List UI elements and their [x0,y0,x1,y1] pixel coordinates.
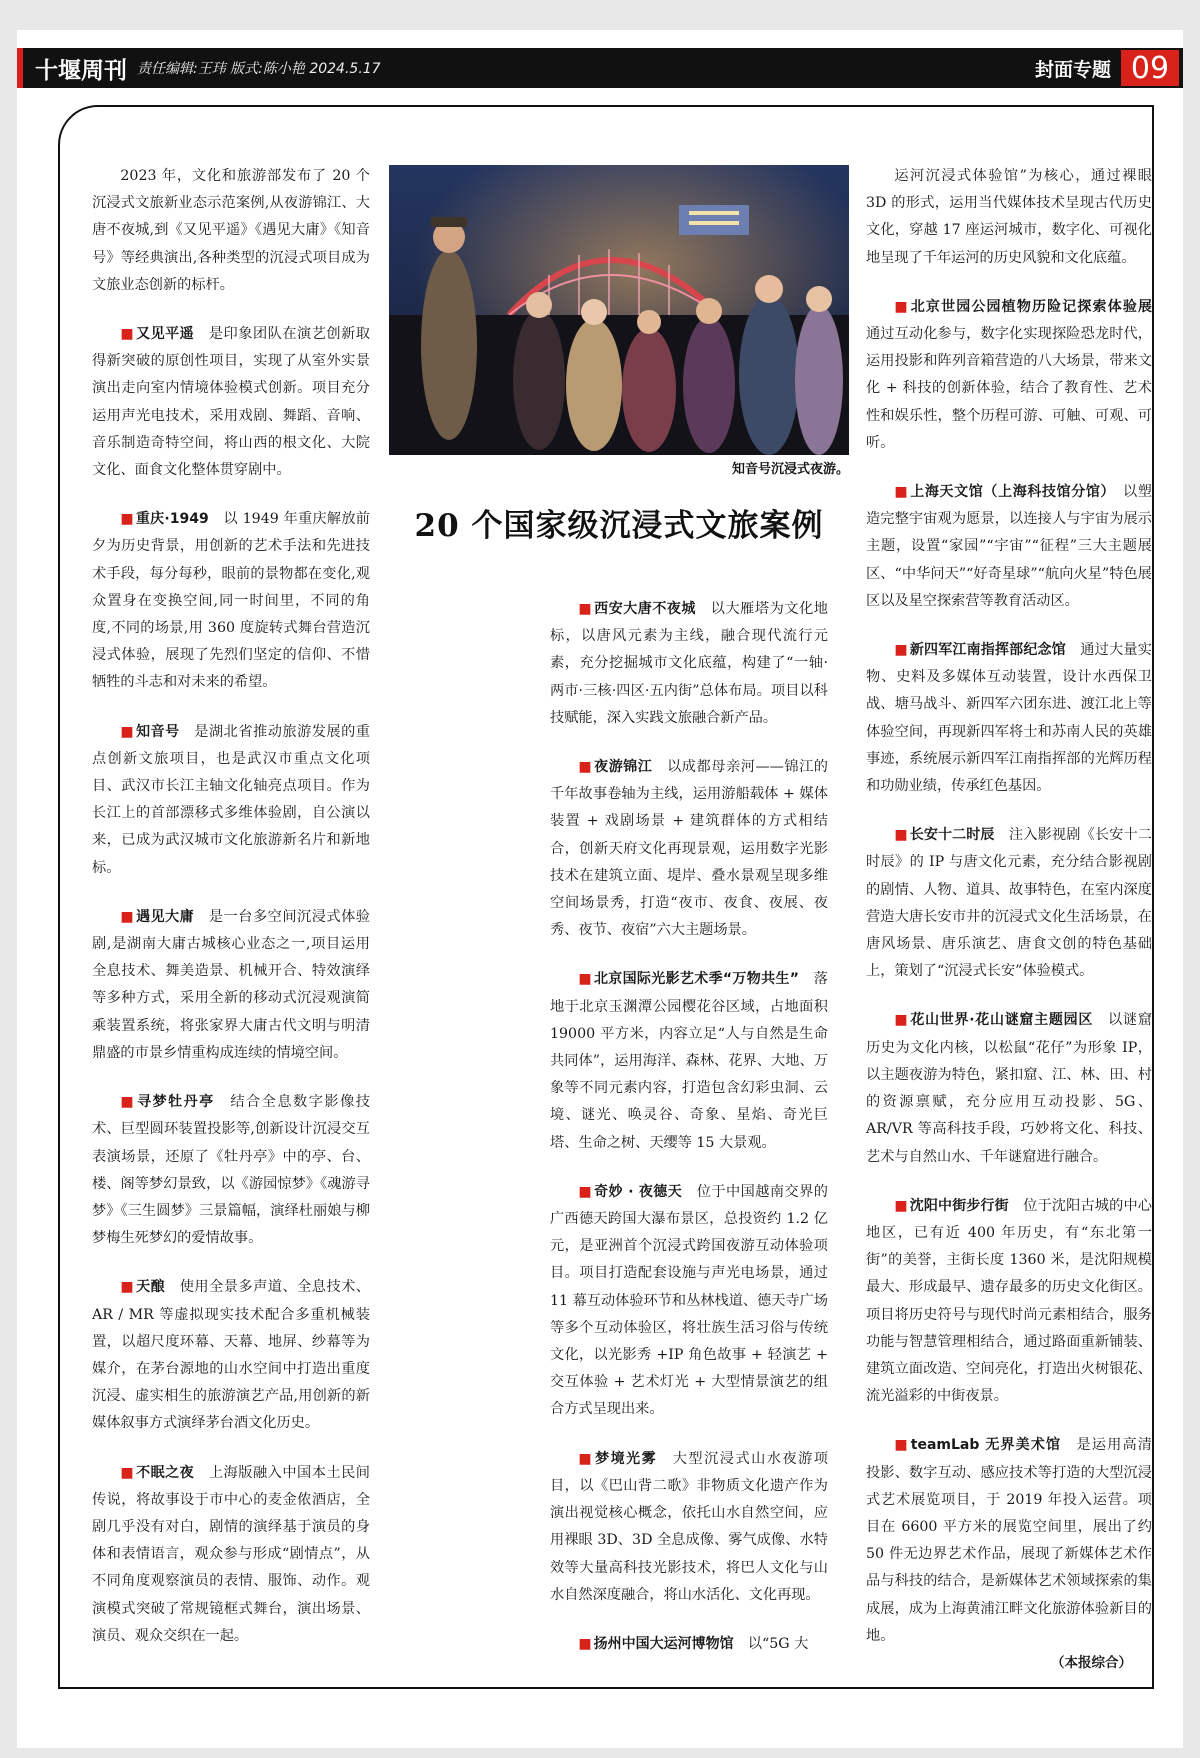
case-title: ■ 寻梦牡丹亭 [120,1094,214,1110]
case-body: 是运用高清投影、数字互动、感应技术等打造的大型沉浸式艺术展览项目，于 2019 年投入运营。项目在 6600 平方米的展览空间里，展出了约 50 件无边界艺术作品，展现了新媒体艺术作品与科技的结合，是新媒体艺术领域探索的集成展，成为上海黄浦江畔文化旅游体验新目的地。 [866,1437,1152,1644]
case-title: ■ 扬州中国大运河博物馆 [578,1636,733,1652]
case-body: 以 1949 年重庆解放前夕为历史背景，用创新的艺术手法和先进技术手段，每分每秒，眼前的景物都在变化,观众置身在变换空间,同一时间里，不同的角度,不同的场景,用 360 度旋转式舞台营造沉浸式体验，展现了先烈们坚定的信仰、不惜牺牲的斗志和对未来的希望。 [92,511,370,691]
case-body: 以塑造完整宇宙观为愿景，以连接人与宇宙为展示主题，设置“家园”“宇宙”“征程”三大主题展区、“中华问天”“好奇星球”“航向火星”特色展区以及星空探索营等教育活动区。 [866,484,1152,609]
case-title: ■ 遇见大庸 [120,909,194,925]
case-paragraph [550,754,828,944]
case-title: ■ teamLab 无界美术馆 [894,1437,1061,1453]
case-body: 位于沈阳古城的中心地区，已有近 400 年历史，有“东北第一街”的美誉，主街长度 1360 米，是沈阳规模最大、形成最早、遗存最多的历史文化街区。项目将历史符号与现代时尚元素相结合，服务功能与智慧管理相结合，通过路面重新铺装、建筑立面改造、空间亮化，打造出火树银花、流光溢彩的中街夜景。 [866,1197,1152,1405]
case-title: ■ 又见平遥 [120,326,194,342]
case-body: 位于中国越南交界的广西德天跨国大瀑布景区，总投资约 1.2 亿元，是亚洲首个沉浸式跨国夜游互动体验项目。项目打造配套设施与声光电场景，通过 11 幕互动体验环节和丛林栈道、德天寺广场等多个互动体验区，将壮族生活习俗与传统文化，以光影秀 +IP 角色故事 + 轻演艺 + 交互体验 + 艺术灯光 + 大型情景演艺的组合方式呈现出来。 [550,1183,828,1418]
case-paragraph [866,294,1152,457]
case-paragraph [92,321,370,484]
case-paragraph [866,1432,1152,1650]
case-title: ■ 西安大唐不夜城 [578,601,696,617]
case-body: 注入影视剧《长安十二时辰》的 IP 与唐文化元素，充分结合影视剧的剧情、人物、道具、故事特色，在室内深度营造大唐长安市井的沉浸式文化生活场景，在唐风场景、唐乐演艺、唐食文创的特色基础上，策划了“沉浸式长安”体验模式。 [866,827,1152,980]
case-body: 是印象团队在演艺创新取得新突破的原创性项目，实现了从室外实景演出走向室内情境体验模式创新。项目充分运用声光电技术，采用戏剧、舞蹈、音响、音乐制造奇特空间，将山西的根文化、大院文化、面食文化整体贯穿剧中。 [92,326,370,479]
case-title: ■ 梦境光雾 [578,1451,657,1467]
case-title: ■ 知音号 [120,724,179,740]
case-body: 以“5G 大 [747,1635,809,1652]
case-body: 大型沉浸式山水夜游项目，以《巴山背二歌》非物质文化遗产作为演出视觉核心概念，依托山水自然空间，应用裸眼 3D、3D 全息成像、雾气成像、水特效等大量高科技光影技术，将巴人文化与山水自然深度融合，将山水活化、文化再现。 [550,1450,828,1603]
case-title: ■ 重庆·1949 [120,511,208,527]
case-paragraph [92,1274,370,1437]
source-note: （本报综合） [1051,1654,1132,1671]
page-header [17,48,1183,88]
case-paragraph [92,506,370,696]
case-body: 通过互动化参与，数字化实现探险恐龙时代，运用投影和阵列音箱营造的八大场景，带来文化 + 科技的创新体验，结合了教育性、艺术性和娱乐性，整个历程可游、可触、可观、可听。 [866,326,1152,451]
case-paragraph [866,822,1152,985]
case-body: 以大雁塔为文化地标，以唐风元素为主线，融合现代流行元素，充分挖掘城市文化底蕴，构建了“一轴·两市·三核·四区·五内街”总体布局。项目以科技赋能，深入实践文旅融合新产品。 [550,601,828,726]
case-paragraph [866,163,1152,272]
column-right [866,163,1152,1677]
case-paragraph [92,163,370,299]
case-paragraph [550,1446,828,1609]
column-left [92,163,370,1672]
page-number: 09 [1121,50,1179,86]
case-body: 使用全景多声道、全息技术、AR / MR 等虚拟现实技术配合多重机械装置，以超尺度环幕、天幕、地屏、纱幕等为媒介，在茅台源地的山水空间中打造出重度沉浸、虚实相生的旅游演艺产品,用创新的新媒体叙事方式演绎茅台酒文化历史。 [92,1279,370,1432]
case-paragraph [550,1179,828,1424]
case-paragraph [92,1089,370,1252]
case-paragraph [92,1460,370,1650]
case-paragraph [866,637,1152,800]
case-paragraph [866,479,1152,615]
case-body: 通过大量实物、史料及多媒体互动装置，设计水西保卫战、塘马战斗、新四军六团东进、渡江北上等体验空间，再现新四军将士和苏南人民的英雄事迹，系统展示新四军江南指挥部的光辉历程和功勋业绩，传承红色基因。 [866,642,1152,795]
editor-credits: 责任编辑:王玮 版式:陈小艳 2024.5.17 [137,61,381,77]
case-body: 是一台多空间沉浸式体验剧,是湖南大庸古城核心业态之一,项目运用全息技术、舞美造景、机械开合、特效演绎等多种方式，采用全新的移动式沉浸观演简乘装置系统，将张家界大庸古代文明与明清鼎盛的市景乡情重构成连续的情境空间。 [92,908,370,1061]
case-paragraph [866,1193,1152,1411]
case-paragraph [866,1007,1152,1170]
column-middle [550,596,828,1680]
case-title: ■ 夜游锦江 [578,759,652,775]
case-body: 落地于北京玉渊潭公园樱花谷区域，占地面积 19000 平方米，内容立足“人与自然是生命共同体”，运用海洋、森林、花界、大地、万象等不同元素内容，打造包含幻彩虫洞、云境、谜光、唤灵谷、奇象、星焰、奇光巨塔、生命之树、天缨等 15 大景观。 [550,971,828,1151]
case-title: ■ 天酿 [120,1279,165,1295]
night-tour-photo [389,165,849,455]
headline: 20 个国家级沉浸式文旅案例 [414,508,824,544]
photo-caption: 知音号沉浸式夜游。 [731,462,849,477]
case-title: ■ 新四军江南指挥部纪念馆 [894,642,1066,658]
case-body: 以谜窟历史为文化内核，以松鼠“花仔”为形象 IP，以主题夜游为特色，紧扣窟、江、林、田、村的资源禀赋，充分应用互动投影、5G、AR/VR 等高科技手段，巧妙将文化、科技、艺术与自然山水、千年谜窟进行融合。 [866,1012,1152,1165]
case-paragraph [92,719,370,882]
case-paragraph [550,596,828,732]
case-title: ■ 北京世园公园植物历险记探索体验展 [894,299,1152,315]
case-title: ■ 奇妙 · 夜德天 [578,1184,682,1200]
case-title: ■ 不眠之夜 [120,1465,194,1481]
case-body: 结合全息数字影像技术、巨型圆环装置投影等,创新设计沉浸交互表演场景，还原了《牡丹亭》中的亭、台、楼、阁等梦幻景致，以《游园惊梦》《魂游寻梦》《三生圆梦》三景篇幅，演绎杜丽娘与柳梦梅生死梦幻的爱情故事。 [92,1094,370,1247]
section-title: 封面专题 [1034,58,1111,81]
case-body: 是湖北省推动旅游发展的重点创新文旅项目，也是武汉市重点文化项目、武汉市长江主轴文化轴亮点项目。作为长江上的首部漂移式多维体验剧，自公演以来，已成为武汉城市文化旅游新名片和新地标。 [92,723,370,876]
case-body: 运河沉浸式体验馆”为核心，通过裸眼 3D 的形式，运用当代媒体技术呈现古代历史文化，穿越 17 座运河城市，数字化、可视化地呈现了千年运河的历史风貌和文化底蕴。 [866,168,1152,266]
case-paragraph [550,966,828,1156]
case-paragraph [550,1631,828,1658]
case-title: ■ 沈阳中街步行街 [894,1198,1008,1214]
brand-logo: 十堰周刊 [17,48,139,88]
case-title: ■ 北京国际光影艺术季“万物共生” [578,971,799,987]
case-body: 上海版融入中国本土民间传说，将故事设于市中心的麦金侬酒店，全剧几乎没有对白，剧情的演绎基于演员的身体和表情语言，观众参与形成“剧情点”，从不同角度观察演员的表情、服饰、动作。观演模式突破了常规镜框式舞台，演出场景、演员、观众交织在一起。 [92,1464,370,1644]
case-title: ■ 花山世界·花山谜窟主题园区 [894,1012,1093,1028]
case-title: ■ 长安十二时辰 [894,827,994,843]
case-title: ■ 上海天文馆（上海科技馆分馆） [894,484,1108,500]
case-body: 以成都母亲河——锦江的千年故事卷轴为主线，运用游船载体 + 媒体装置 + 戏剧场景 + 建筑群体的方式相结合，创新天府文化再现景观，运用数字光影技术在建筑立面、堤岸、叠水景观呈现多维空间场景秀，打造“夜市、夜食、夜展、夜秀、夜节、夜宿”六大主题场景。 [550,759,828,939]
case-body: 2023 年，文化和旅游部发布了 20 个沉浸式文旅新业态示范案例,从夜游锦江、大唐不夜城,到《又见平遥》《遇见大庸》《知音号》等经典演出,各种类型的沉浸式项目成为文旅业态创新的标杆。 [92,168,370,293]
case-paragraph [92,904,370,1067]
